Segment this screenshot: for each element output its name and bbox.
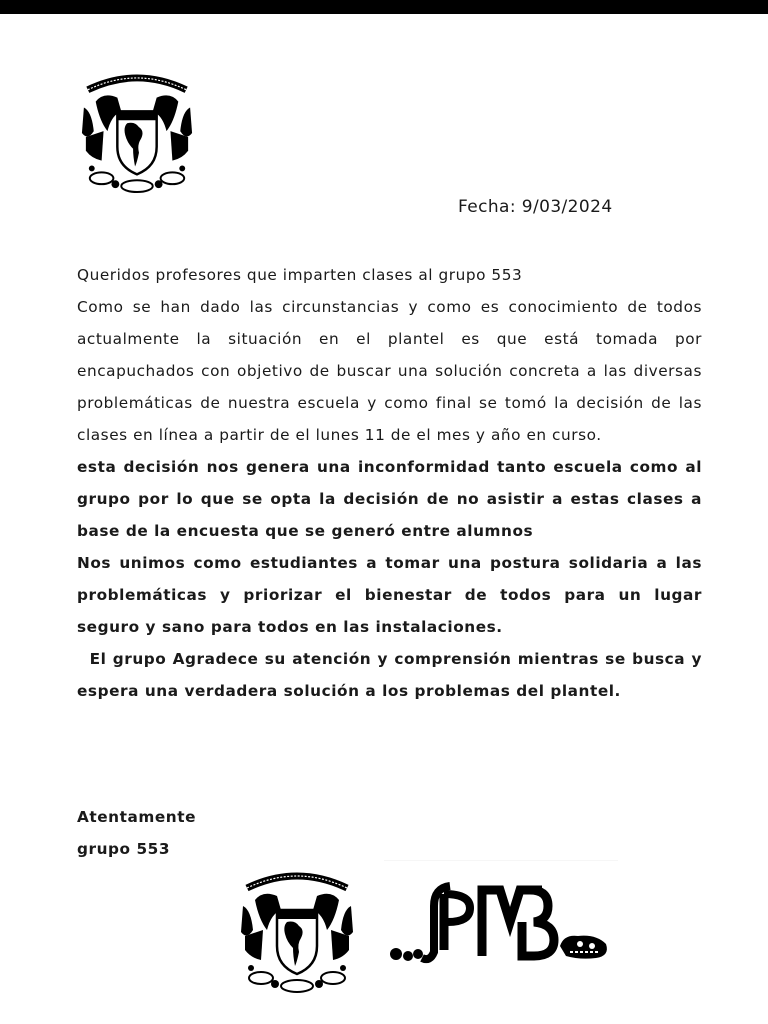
letter-date: Fecha: 9/03/2024 [458, 197, 613, 217]
prepa-8-logo-icon [384, 860, 618, 984]
letter-body [77, 259, 702, 707]
unam-seal-icon [237, 870, 357, 998]
letter-paragraph-1: Como se han dado las circunstancias y como es conocimiento de todos actualmente la situación en el plantel es que está tomada por encapuchados con objetivo de buscar una solución concreta a las diversas problemáticas de nuestra escuela y como final se tomó la decisión de las clases en línea a partir de el lunes 11 de el mes y año en curso. [77, 298, 702, 444]
letter-closing-block [77, 801, 196, 865]
letter-greeting: Queridos profesores que imparten clases al grupo 553 [77, 266, 523, 284]
letter-paragraph-3: Nos unimos como estudiantes a tomar una postura solidaria a las problemáticas y priorizar el bienestar de todos para un lugar seguro y sano para todos en las instalaciones. [77, 554, 702, 636]
closing-salutation: Atentamente [77, 808, 196, 826]
letter-paragraph-2: esta decisión nos genera una inconformidad tanto escuela como al grupo por lo que se opta la decisión de no asistir a estas clases a base de la encuesta que se generó entre alumnos [77, 458, 702, 540]
top-black-bar [0, 0, 768, 14]
signature-group: grupo 553 [77, 840, 171, 858]
letter-paragraph-4: El grupo Agradece su atención y comprensión mientras se busca y espera una verdadera solución a los problemas del plantel. [77, 650, 702, 700]
unam-seal-icon [78, 72, 196, 198]
